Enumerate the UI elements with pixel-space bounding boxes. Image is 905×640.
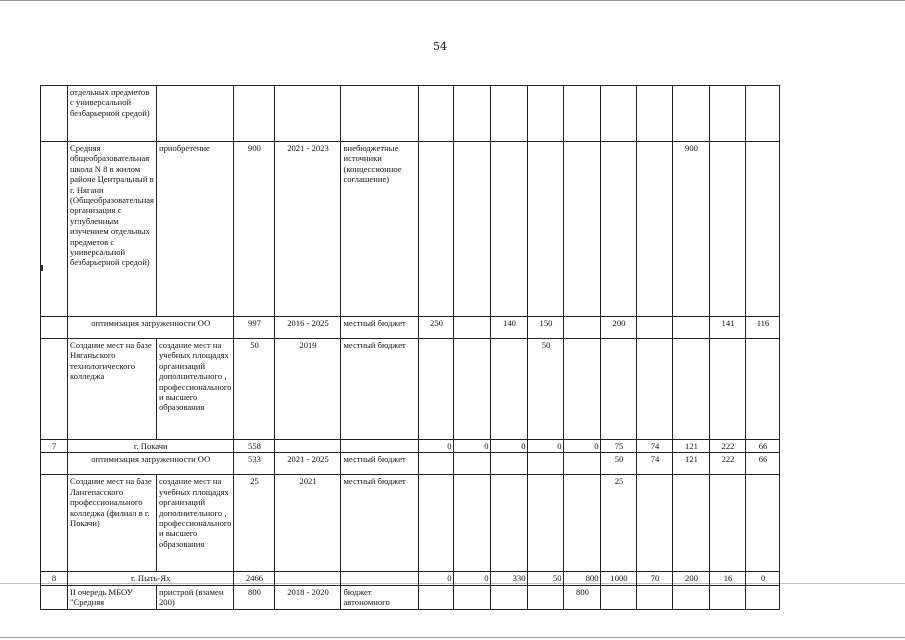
table-row — [41, 317, 780, 339]
cell-value — [528, 453, 564, 475]
cell-value: 0 — [746, 572, 780, 585]
cell-value — [454, 142, 491, 317]
cell-num — [41, 585, 68, 609]
cell-value: 50 — [601, 453, 637, 475]
cell-capacity: 50 — [234, 339, 275, 440]
cell-value — [419, 86, 454, 142]
page-number: 54 — [433, 40, 447, 53]
cell-object: оптимизация загруженности ОО — [68, 453, 234, 475]
table-row — [41, 339, 780, 440]
cell-value — [746, 339, 780, 440]
cell-value: 1000 — [601, 572, 637, 585]
cell-value: 70 — [637, 572, 673, 585]
cell-value — [564, 317, 601, 339]
cell-value — [637, 339, 673, 440]
cell-value: 150 — [528, 317, 564, 339]
cell-value — [710, 86, 746, 142]
cell-value: 330 — [491, 572, 528, 585]
cell-num: 8 — [41, 572, 68, 585]
cell-capacity: 900 — [234, 142, 275, 317]
cell-type: приобретение — [156, 142, 234, 317]
cell-value — [601, 142, 637, 317]
cell-value — [419, 142, 454, 317]
cell-value: 200 — [601, 317, 637, 339]
cell-value — [454, 585, 491, 609]
cell-period: 2016 - 2025 — [275, 317, 341, 339]
cell-value — [601, 86, 637, 142]
cell-value — [491, 585, 528, 609]
cell-type: создание мест на учебных площадях организаций дополнительного , профессионального и высшего образования — [156, 475, 234, 572]
cell-value: 121 — [673, 453, 710, 475]
cell-period — [275, 86, 341, 142]
cell-value — [528, 475, 564, 572]
cell-value — [564, 86, 601, 142]
cell-value — [637, 585, 673, 609]
table-row — [41, 453, 780, 475]
cell-object: г. Пыть-Ях — [68, 572, 234, 585]
cell-value — [419, 585, 454, 609]
cell-object: отдельных предметов с универсальной безбарьерной средой) — [68, 86, 157, 142]
cell-value — [564, 142, 601, 317]
cell-value — [710, 475, 746, 572]
cell-value: 74 — [637, 440, 673, 453]
cell-value: 222 — [710, 440, 746, 453]
cell-value — [746, 142, 780, 317]
cell-value — [637, 475, 673, 572]
table-row — [41, 440, 780, 453]
cell-value — [710, 339, 746, 440]
cell-value: 74 — [637, 453, 673, 475]
cell-object: Создание мест на базе Няганьского технологического колледжа — [68, 339, 157, 440]
cell-value — [491, 142, 528, 317]
cell-value — [528, 86, 564, 142]
cell-value — [454, 339, 491, 440]
cell-value — [528, 142, 564, 317]
cell-value: 0 — [491, 440, 528, 453]
cell-period: 2021 - 2023 — [275, 142, 341, 317]
cell-value — [673, 475, 710, 572]
cell-type — [156, 86, 234, 142]
cell-value — [491, 339, 528, 440]
cell-capacity: 25 — [234, 475, 275, 572]
cell-object: Средняя общеобразовательная школа N 8 в жилом районе Центральный в г. Нягани (Общеобразовательная организация с углубленным изучением отдельных предметов с универсальной безбарьерной средой) — [68, 142, 157, 317]
cell-value — [454, 475, 491, 572]
cell-num — [41, 142, 68, 317]
cell-object: оптимизация загруженности ОО — [68, 317, 234, 339]
cell-object: Создание мест на базе Лангепасского профессионального колледжа (филиал в г. Покачи) — [68, 475, 157, 572]
cell-value — [454, 317, 491, 339]
cell-value: 116 — [746, 317, 780, 339]
cell-capacity: 558 — [234, 440, 275, 453]
cell-value: 0 — [454, 440, 491, 453]
cell-object: г. Покачи — [68, 440, 234, 453]
cell-value: 121 — [673, 440, 710, 453]
cell-value: 140 — [491, 317, 528, 339]
cell-num — [41, 453, 68, 475]
table-row — [41, 475, 780, 572]
cell-value — [710, 585, 746, 609]
cell-num — [41, 339, 68, 440]
cell-value: 0 — [454, 572, 491, 585]
cell-value — [601, 585, 637, 609]
cell-value — [454, 86, 491, 142]
cell-value: 66 — [746, 440, 780, 453]
cell-type: создание мест на учебных площадях организаций дополнительного , профессионального и высшего образования — [156, 339, 234, 440]
cell-value — [491, 86, 528, 142]
cell-value — [746, 86, 780, 142]
cell-source — [341, 572, 419, 585]
cell-capacity: 533 — [234, 453, 275, 475]
table-row — [41, 585, 780, 609]
data-table — [40, 85, 780, 610]
cell-value: 800 — [564, 572, 601, 585]
cell-source: бюджет автономного — [341, 585, 419, 609]
cell-period: 2021 — [275, 475, 341, 572]
cell-value: 800 — [564, 585, 601, 609]
cell-value — [419, 475, 454, 572]
cell-source: местный бюджет — [341, 453, 419, 475]
cell-value — [746, 585, 780, 609]
cell-value: 200 — [673, 572, 710, 585]
cell-value: 50 — [528, 339, 564, 440]
cell-period: 2021 - 2025 — [275, 453, 341, 475]
cell-value — [419, 339, 454, 440]
cell-num — [41, 317, 68, 339]
cell-num — [41, 86, 68, 142]
cell-type: пристрой (взамен 200) — [156, 585, 234, 609]
cell-source — [341, 86, 419, 142]
cell-value — [637, 317, 673, 339]
cell-value — [673, 317, 710, 339]
cell-value: 250 — [419, 317, 454, 339]
cell-value: 75 — [601, 440, 637, 453]
cell-value — [637, 86, 673, 142]
cell-value — [673, 585, 710, 609]
cell-capacity: 2466 — [234, 572, 275, 585]
cell-source: внебюджетные источники (концессионное соглашение) — [341, 142, 419, 317]
table-row — [41, 572, 780, 585]
cell-source — [341, 440, 419, 453]
cell-value — [673, 339, 710, 440]
cell-value: 141 — [710, 317, 746, 339]
cell-capacity: 997 — [234, 317, 275, 339]
table-row — [41, 142, 780, 317]
cell-num: 7 — [41, 440, 68, 453]
cell-value: 0 — [419, 572, 454, 585]
cell-num — [41, 475, 68, 572]
cell-value — [419, 453, 454, 475]
cell-value — [601, 339, 637, 440]
cell-value — [528, 585, 564, 609]
cell-period — [275, 440, 341, 453]
cell-source: местный бюджет — [341, 317, 419, 339]
cell-source: местный бюджет — [341, 339, 419, 440]
cell-period: 2018 - 2020 — [275, 585, 341, 609]
cell-value — [564, 475, 601, 572]
cell-value — [710, 142, 746, 317]
cell-value — [491, 475, 528, 572]
cell-value — [564, 453, 601, 475]
cell-value — [491, 453, 528, 475]
cell-value — [637, 142, 673, 317]
cell-value: 222 — [710, 453, 746, 475]
table-row — [41, 86, 780, 142]
cell-value: 66 — [746, 453, 780, 475]
cell-object: II очередь МБОУ "Средняя — [68, 585, 157, 609]
cell-value: 25 — [601, 475, 637, 572]
cell-value: 50 — [528, 572, 564, 585]
cell-period — [275, 572, 341, 585]
cell-value: 0 — [564, 440, 601, 453]
cell-period: 2019 — [275, 339, 341, 440]
cell-source: местный бюджет — [341, 475, 419, 572]
cell-value — [564, 339, 601, 440]
cell-value: 0 — [528, 440, 564, 453]
cell-value — [454, 453, 491, 475]
cell-capacity — [234, 86, 275, 142]
cell-value — [746, 475, 780, 572]
cell-capacity: 800 — [234, 585, 275, 609]
cell-value: 0 — [419, 440, 454, 453]
cell-value: 900 — [673, 142, 710, 317]
cell-value — [673, 86, 710, 142]
cell-value: 16 — [710, 572, 746, 585]
